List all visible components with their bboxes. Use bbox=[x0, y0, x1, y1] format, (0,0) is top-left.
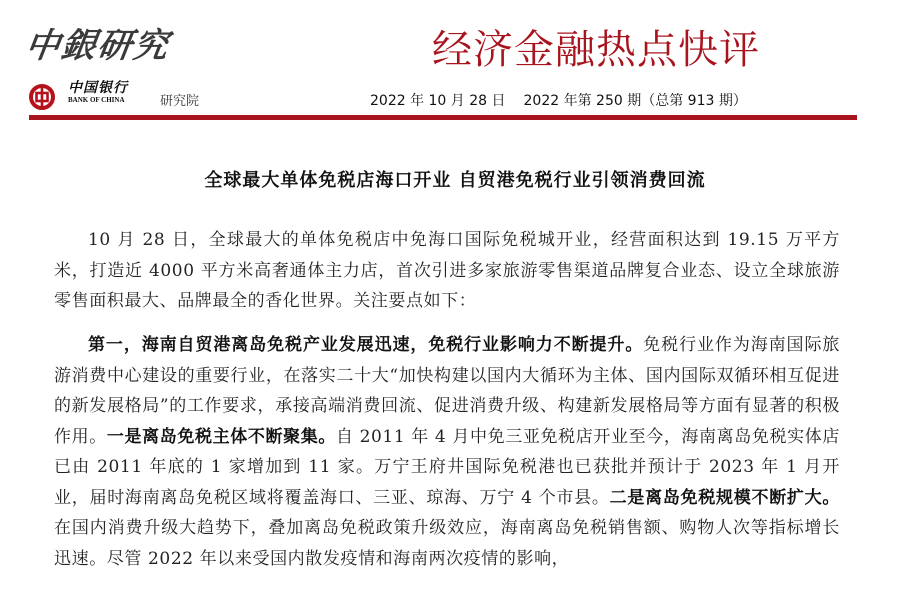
article-header bbox=[0, 170, 900, 192]
text-segment-bold: 一是离岛免税主体不断聚集。 bbox=[106, 426, 336, 447]
article-paragraph-point-one bbox=[54, 330, 840, 574]
bank-of-china-logo-icon bbox=[29, 84, 55, 110]
issue-number: 2022 年第 250 期（总第 913 期） bbox=[523, 93, 747, 109]
text-segment: 在国内消费升级大趋势下，叠加离岛免税政策升级效应，海南离岛免税销售额、购物人次等指标增长迅速。尽管 2022 年以来受国内散发疫情和海南两次疫情的影响， bbox=[54, 518, 840, 569]
report-header bbox=[0, 0, 900, 125]
article-paragraph-intro bbox=[54, 225, 840, 317]
header-divider bbox=[29, 115, 857, 120]
text-segment: 免税行业作为海南国际旅游消费中心建设的重要行业，在落实二十大“加快构建以国内大循环为主体、国内国际双循环相互促进的新发展格局”的工作要求，承接高端消费回流、促进消费升级、构建新发展格局等方面有显著的积极作用。 bbox=[54, 335, 840, 447]
brand-calligraphy-logo: 中銀研究 bbox=[22, 26, 173, 66]
text-segment: 自 2011 年 4 月中免三亚免税店开业至今，海南离岛免税实体店已由 2011 年底的 1 家增加到 11 家。万宁王府井国际免税港也已获批并预计于 2023 年 1 月开业，届时海南离岛免税区域将覆盖海口、三亚、琼海、万宁 4 个市县。 bbox=[54, 426, 840, 508]
publish-date: 2022 年 10 月 28 日 bbox=[370, 93, 506, 109]
issue-info bbox=[370, 90, 747, 110]
text-segment: 10 月 28 日，全球最大的单体免税店中免海口国际免税城开业，经营面积达到 19.15 万平方米，打造近 4000 平方米高奢通体主力店，首次引进多家旅游零售渠道品牌复合业态、设立全球旅游零售面积最大、品牌最全的香化世界。关注要点如下： bbox=[54, 230, 840, 311]
bank-name-english: BANK OF CHINA bbox=[68, 96, 125, 104]
report-series-title: 经济金融热点快评 bbox=[432, 27, 760, 73]
text-segment-bold: 第一，海南自贸港离岛免税产业发展迅速，免税行业影响力不断提升。 bbox=[88, 335, 644, 355]
text-segment-bold: 二是离岛免税规模不断扩大。 bbox=[609, 487, 840, 508]
bank-name bbox=[68, 81, 128, 104]
article-title: 全球最大单体免税店海口开业 自贸港免税行业引领消费回流 bbox=[204, 170, 706, 191]
bank-name-chinese: 中国银行 bbox=[68, 80, 128, 96]
institute-label: 研究院 bbox=[160, 94, 200, 109]
